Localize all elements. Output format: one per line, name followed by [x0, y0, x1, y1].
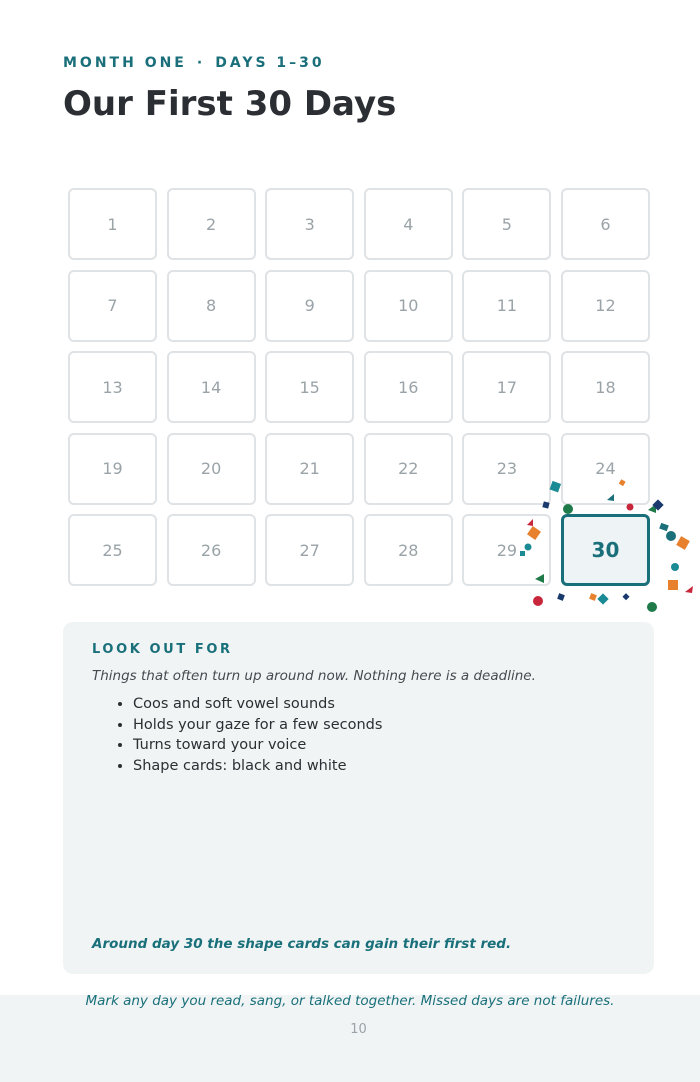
eyebrow-month: MONTH ONE [63, 55, 187, 71]
day-cell[interactable]: 22 [364, 433, 453, 505]
confetti-triangle [685, 586, 693, 593]
panel-intro: Things that often turn up around now. Nothing here is a deadline. [92, 668, 536, 684]
day-cell[interactable]: 13 [68, 351, 157, 423]
page-footer [0, 995, 700, 1082]
day-cell[interactable]: 27 [265, 514, 354, 586]
day-cell[interactable]: 8 [167, 270, 256, 342]
day-cell[interactable]: 12 [561, 270, 650, 342]
day-cell[interactable]: 6 [561, 188, 650, 260]
day-cell[interactable]: 3 [265, 188, 354, 260]
confetti-square [652, 499, 663, 510]
day-cell[interactable]: 20 [167, 433, 256, 505]
confetti-dot [666, 531, 676, 541]
day-cell[interactable]: 2 [167, 188, 256, 260]
confetti-dot [671, 563, 679, 571]
day-cell[interactable]: 23 [462, 433, 551, 505]
day-tracker-grid [68, 188, 650, 586]
day-cell[interactable]: 7 [68, 270, 157, 342]
confetti-dot [647, 602, 657, 612]
day-cell[interactable]: 28 [364, 514, 453, 586]
day-cell[interactable]: 26 [167, 514, 256, 586]
list-item: • Turns toward your voice [133, 735, 382, 756]
eyebrow-days: DAYS 1–30 [215, 55, 325, 71]
confetti-square [676, 536, 690, 550]
confetti-square [668, 580, 678, 590]
list-item: • Coos and soft vowel sounds [133, 694, 382, 715]
day-cell[interactable]: 10 [364, 270, 453, 342]
day-cell[interactable]: 18 [561, 351, 650, 423]
confetti-square [622, 593, 629, 600]
day-cell[interactable]: 4 [364, 188, 453, 260]
day-cell[interactable]: 16 [364, 351, 453, 423]
milestone-list [115, 694, 382, 776]
list-item: • Holds your gaze for a few seconds [133, 715, 382, 736]
day-cell[interactable]: 1 [68, 188, 157, 260]
day-cell[interactable]: 9 [265, 270, 354, 342]
footer-note: Mark any day you read, sang, or talked together. Missed days are not failures. [85, 993, 615, 1009]
day-cell[interactable]: 14 [167, 351, 256, 423]
section-eyebrow [63, 55, 325, 71]
day-cell[interactable]: 25 [68, 514, 157, 586]
panel-note: Around day 30 the shape cards can gain their first red. [92, 936, 512, 952]
look-out-for-panel [63, 622, 654, 974]
eyebrow-separator: · [196, 55, 206, 71]
confetti-square [659, 523, 669, 531]
panel-heading: LOOK OUT FOR [92, 642, 233, 657]
confetti-square [589, 593, 597, 601]
page-title: Our First 30 Days [63, 84, 397, 124]
page-number: 10 [350, 1022, 367, 1037]
day-cell[interactable]: 5 [462, 188, 551, 260]
confetti-square [557, 593, 565, 601]
day-cell[interactable]: 19 [68, 433, 157, 505]
confetti-square [597, 593, 608, 604]
list-item: • Shape cards: black and white [133, 756, 382, 777]
confetti-dot [533, 596, 543, 606]
day-cell[interactable]: 29 [462, 514, 551, 586]
day-cell[interactable]: 21 [265, 433, 354, 505]
day-cell[interactable]: 15 [265, 351, 354, 423]
day-cell[interactable]: 11 [462, 270, 551, 342]
day-cell-current[interactable]: 30 [561, 514, 650, 586]
day-cell[interactable]: 17 [462, 351, 551, 423]
day-cell[interactable]: 24 [561, 433, 650, 505]
